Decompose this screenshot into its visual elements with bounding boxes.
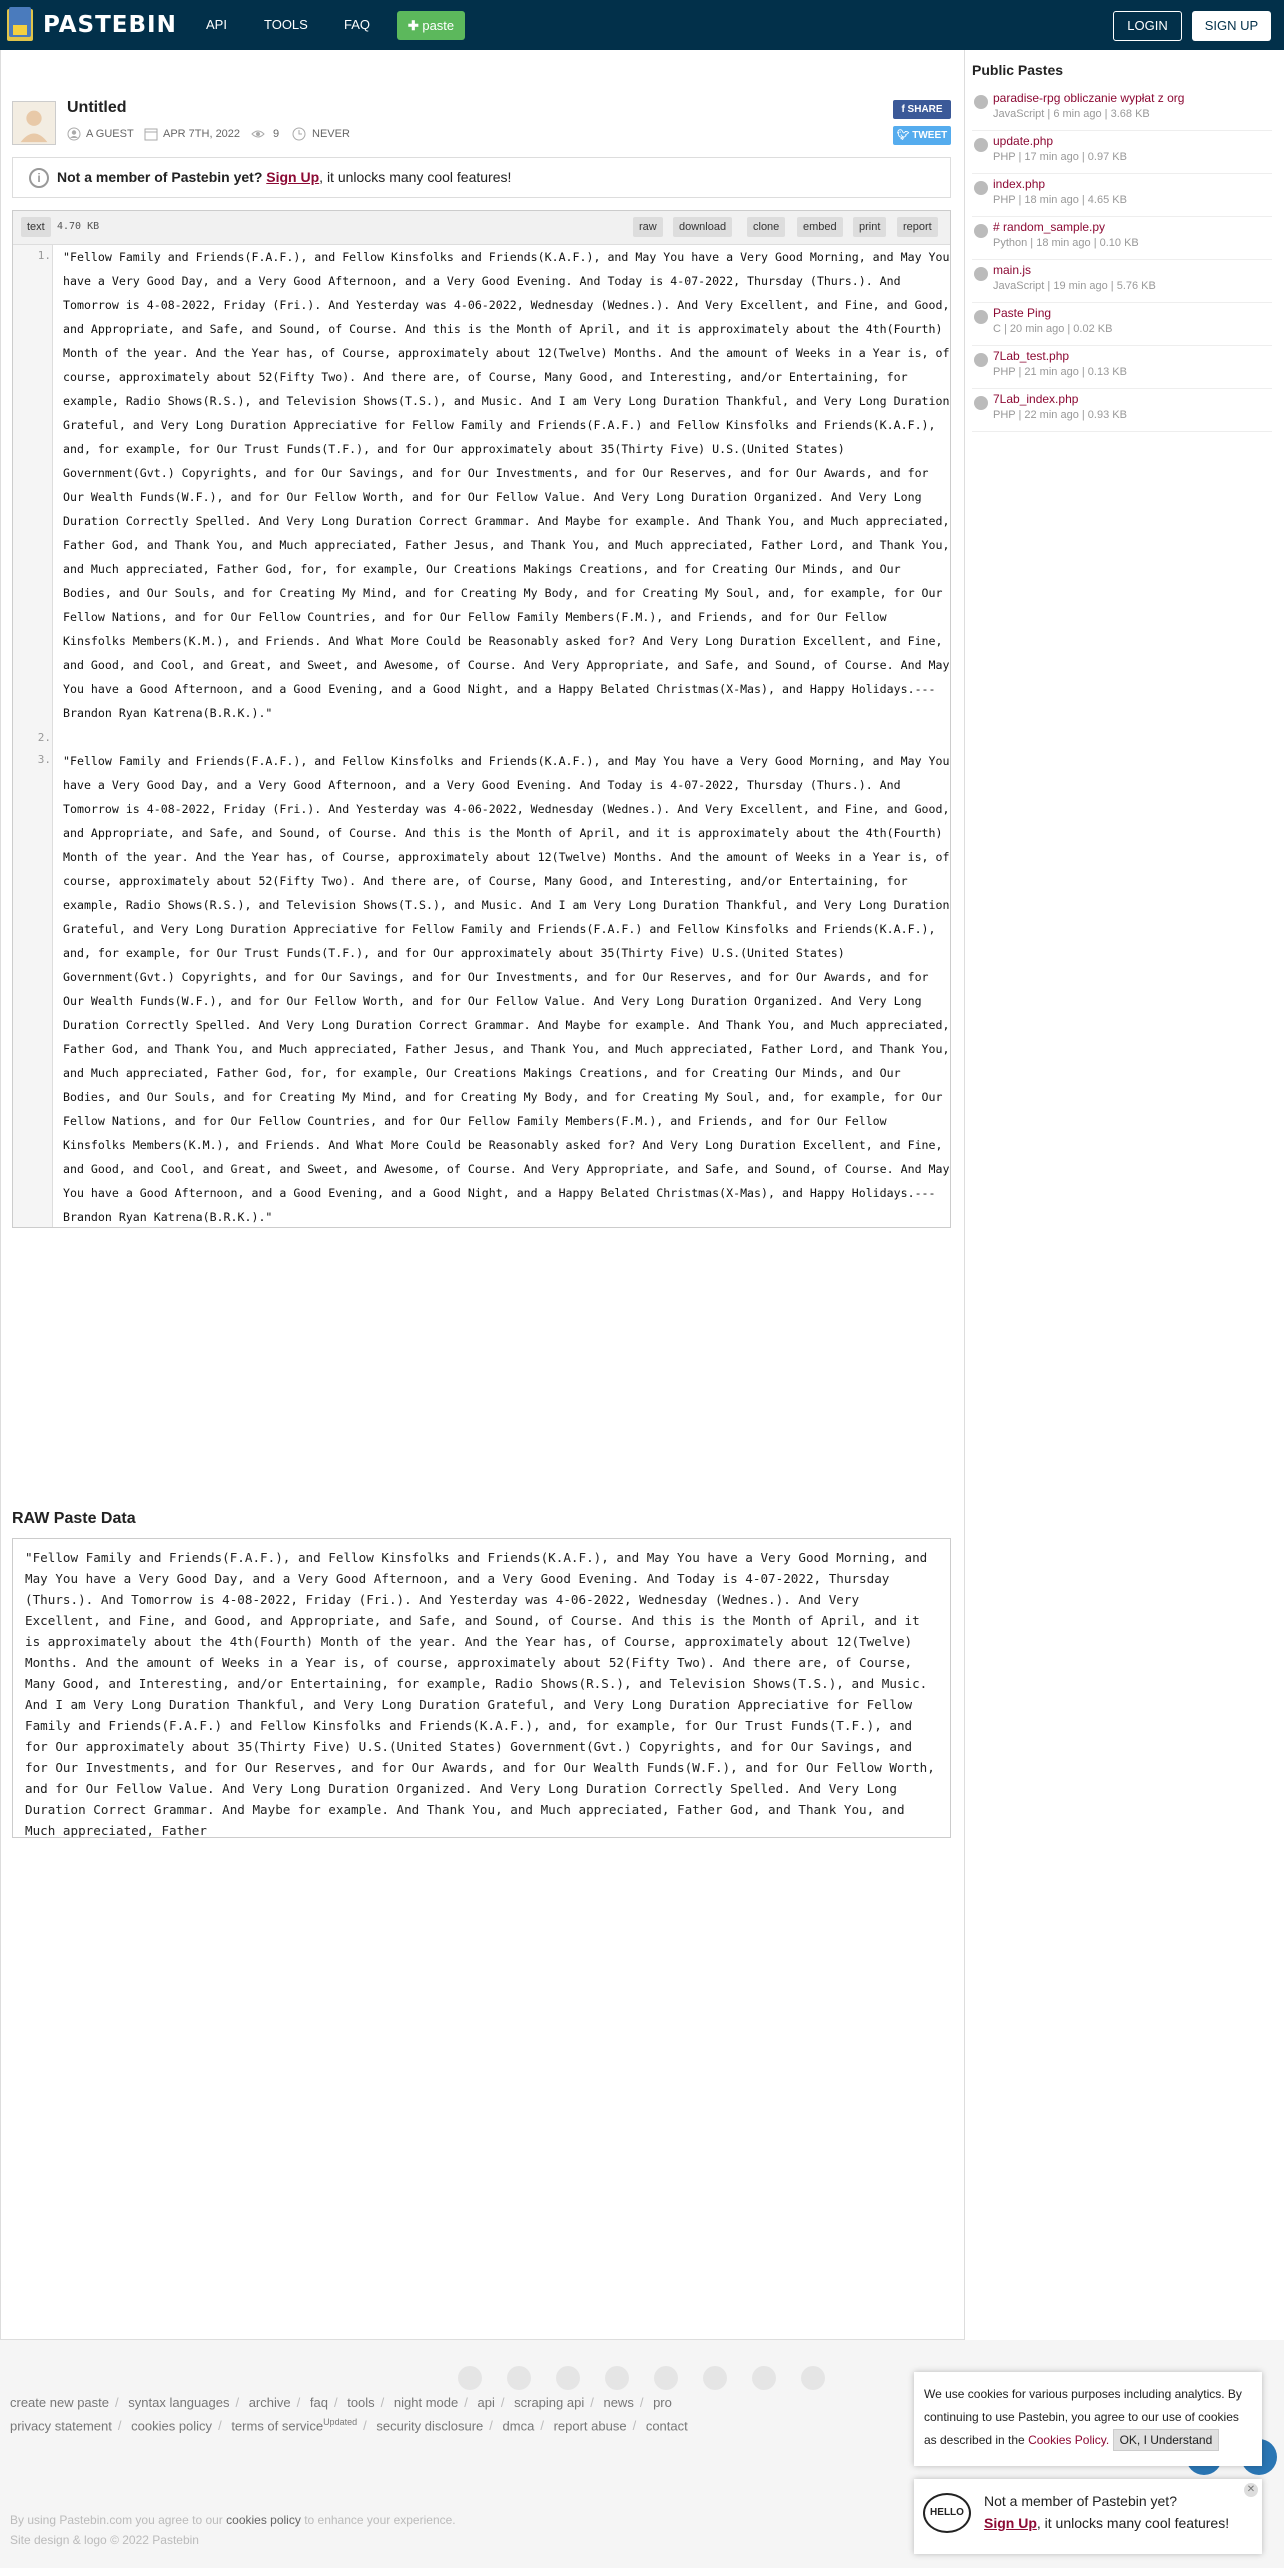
calendar-icon [144, 127, 158, 141]
signup-popup [914, 2479, 1262, 2554]
public-paste-item[interactable] [972, 91, 1272, 131]
public-paste-meta: JavaScript | 19 min ago | 5.76 KB [993, 280, 1156, 292]
public-paste-item[interactable] [972, 177, 1272, 217]
public-paste-meta: PHP | 22 min ago | 0.93 KB [993, 409, 1127, 421]
hello-rest: , it unlocks many cool features! [1036, 2515, 1230, 2531]
clock-icon [292, 127, 306, 141]
agree-pre: By using Pastebin.com you agree to our [10, 2513, 223, 2527]
login-button[interactable]: LOGIN [1113, 11, 1182, 41]
android-icon[interactable] [654, 2366, 678, 2390]
paste-date: APR 7TH, 2022 [163, 128, 241, 140]
chrome-icon[interactable] [458, 2366, 482, 2390]
line-number: 2. [37, 731, 51, 744]
public-paste-name[interactable]: main.js [993, 263, 1032, 277]
footer-link[interactable]: archive [248, 2395, 291, 2410]
globe-icon [974, 396, 988, 410]
hello-line1: Not a member of Pastebin yet? [984, 2493, 1177, 2509]
hello-line2 [984, 2515, 1229, 2531]
public-paste-name[interactable]: 7Lab_test.php [993, 349, 1070, 363]
signup-button[interactable]: SIGN UP [1192, 11, 1271, 41]
footer-link[interactable]: pro [653, 2395, 672, 2410]
updated-badge: Updated [323, 2417, 358, 2427]
public-paste-meta: PHP | 21 min ago | 0.13 KB [993, 366, 1127, 378]
footer-link[interactable]: contact [645, 2418, 688, 2434]
code-box [12, 210, 951, 1228]
syntax-tag[interactable]: text [21, 217, 51, 237]
share-label: SHARE [907, 104, 943, 115]
public-paste-name[interactable]: # random_sample.py [993, 220, 1106, 234]
paste-views: 9 [273, 128, 280, 140]
cookie-policy-link[interactable]: Cookies Policy. [1028, 2433, 1110, 2447]
windows-icon[interactable] [605, 2366, 629, 2390]
footer-link[interactable]: report abuse [553, 2418, 627, 2434]
user-icon [67, 127, 81, 141]
code-header [13, 211, 950, 245]
paste-label: paste [422, 18, 455, 33]
eye-icon [251, 127, 265, 141]
footer-link[interactable]: privacy statement [10, 2418, 112, 2434]
footer-link[interactable]: tools [347, 2395, 375, 2410]
paste-size: 4.70 KB [57, 221, 100, 232]
opera-icon[interactable] [752, 2366, 776, 2390]
footer-agree-text [10, 2513, 456, 2527]
public-paste-item[interactable] [972, 392, 1272, 432]
linux-icon[interactable] [801, 2366, 825, 2390]
tweet-button[interactable] [893, 126, 951, 145]
footer-link[interactable]: faq [309, 2395, 328, 2410]
public-paste-name[interactable]: 7Lab_index.php [993, 392, 1079, 406]
close-icon[interactable]: ✕ [1244, 2483, 1258, 2497]
twitter-icon: 🐦︎ [896, 130, 913, 141]
raw-paste-textarea[interactable]: "Fellow Family and Friends(F.A.F.), and Fellow Kinsfolks and Friends(K.A.F.), and May You have a Very Good Morning, and May You have a Very Good Day, and a Very Good Afternoon, and a Very Good Evening. And Today is 4-07-2022, Thursday (Thurs.). And Tomorrow is 4-08-2022, Friday (Fri.). And Yesterday was 4-06-2022, Wednesday (Wednes.). And Very Excellent, and Fine, and Good, and Appropriate, and Safe, and Sound, of Course. And this is the Month of April, and it is approximately about the 4th(Fourth) Month of the year. And the Year has, of Course, approximately about 12(Twelve) Months. And the amount of Weeks in a Year is, of course, approximately about 52(Fifty Two). And there are, of Course, Many Good, and Interesting, and/or Entertaining, for example, Radio Shows(R.S.), and Television Shows(T.S.), and Music. And I am Very Long Duration Thankful, and Very Long Duration Grateful, and Very Long Duration Appreciative for Fellow Family and Friends(F.A.F.) and Fellow Kinsfolks and Friends(K.A.F.), and, for example, for Our Trust Funds(T.F.), and for Our approximately about 35(Thirty Five) U.S.(United States) Government(Gvt.) Copyrights, and for Our Savings, and for Our Investments, and for Our Reserves, and for Our Awards, and for Our Wealth Funds(W.F.), and for Our Fellow Worth, and for Our Fellow Value. And Very Long Duration Organized. And Very Long Duration Correctly Spelled. And Very Long Duration Correct Grammar. And Maybe for example. And Thank You, and Much appreciated, Father God, and Thank You, and Much appreciated, Father [12, 1538, 951, 1838]
globe-icon [974, 181, 988, 195]
hello-signup-link[interactable]: Sign Up [984, 2515, 1037, 2531]
signup-notice [12, 157, 951, 198]
globe-icon [974, 224, 988, 238]
footer-link[interactable]: security disclosure [376, 2418, 484, 2434]
public-paste-item[interactable] [972, 349, 1272, 389]
public-paste-name[interactable]: update.php [993, 134, 1054, 148]
paste-expires: NEVER [312, 128, 350, 140]
public-paste-name[interactable]: Paste Ping [993, 306, 1052, 320]
footer-link[interactable]: syntax languages [128, 2395, 230, 2410]
notice-rest: , it unlocks many cool features! [319, 169, 512, 185]
macos-icon[interactable] [703, 2366, 727, 2390]
footer-link[interactable]: create new paste [10, 2395, 110, 2410]
footer-link[interactable]: cookies policy [131, 2418, 213, 2434]
line-number: 1. [37, 249, 51, 262]
hello-bubble-icon: HELLO [923, 2493, 971, 2533]
globe-icon [974, 353, 988, 367]
cookie-consent-popup [914, 2372, 1262, 2466]
globe-icon [974, 310, 988, 324]
ios-icon[interactable] [556, 2366, 580, 2390]
footer-link[interactable]: night mode [393, 2395, 459, 2410]
footer-link[interactable]: news [603, 2395, 634, 2410]
nav-tools[interactable]: TOOLS [264, 17, 308, 32]
footer-copyright: Site design & logo © 2022 Pastebin [10, 2533, 199, 2547]
public-paste-meta: PHP | 17 min ago | 0.97 KB [993, 151, 1127, 163]
cookie-text: We use cookies for various purposes including analytics. By continuing to use Pastebin, you agree to our use of cookies as described in the [924, 2387, 1242, 2447]
plus-icon: ✚ [407, 18, 423, 33]
public-pastes-title: Public Pastes [972, 62, 1064, 78]
notice-bold: Not a member of Pastebin yet? [57, 169, 263, 185]
public-paste-meta: C | 20 min ago | 0.02 KB [993, 323, 1113, 335]
paste-title: Untitled [67, 99, 127, 116]
globe-icon [974, 138, 988, 152]
print-button[interactable]: print [853, 217, 886, 237]
nav-api[interactable]: API [206, 17, 227, 32]
facebook-icon: f [901, 104, 908, 115]
nav-faq[interactable]: FAQ [344, 17, 371, 32]
clone-button[interactable]: clone [747, 217, 785, 237]
notice-signup-link[interactable]: Sign Up [266, 169, 320, 185]
globe-icon [974, 267, 988, 281]
facebook-share-button[interactable] [893, 100, 951, 119]
public-paste-item[interactable] [972, 306, 1272, 346]
footer-link[interactable]: api [477, 2395, 495, 2410]
guest-avatar [12, 101, 56, 145]
cookie-ok-button[interactable]: OK, I Understand [1113, 2429, 1220, 2451]
agree-post: to enhance your experience. [304, 2513, 456, 2527]
public-paste-item[interactable] [972, 220, 1272, 260]
raw-button[interactable]: raw [633, 217, 663, 237]
logo-text[interactable]: PASTEBIN [43, 12, 177, 38]
public-paste-item[interactable] [972, 134, 1272, 174]
public-paste-meta: PHP | 18 min ago | 4.65 KB [993, 194, 1127, 206]
embed-button[interactable]: embed [797, 217, 843, 237]
public-paste-meta: Python | 18 min ago | 0.10 KB [993, 237, 1139, 249]
info-icon: i [29, 168, 49, 188]
public-paste-name[interactable]: paradise-rpg obliczanie wypłat z org [993, 91, 1185, 105]
code-line-1: "Fellow Family and Friends(F.A.F.), and Fellow Kinsfolks and Friends(K.A.F.), and May You have a Very Good Morning, and May You have a Very Good Day, and a Very Good Afternoon, and a Very Good Evening. And Today is 4-07-2022, Thursday (Thurs.). And Tomorrow is 4-08-2022, Friday (Fri.). And Yesterday was 4-06-2022, Wednesday (Wednes.). And Very Excellent, and Fine, and Good, and Appropriate, and Safe, and Sound, of Course. And this is the Month of April, and it is approximately about the 4th(Fourth) Month of the year. And the Year has, of Course, approximately about 12(Twelve) Months. And the amount of Weeks in a Year is, of course, approximately about 52(Fifty Two). And there are, of Course, Many Good, and Interesting, and/or Entertaining, for example, Radio Shows(R.S.), and Television Shows(T.S.), and Music. And I am Very Long Duration Thankful, and Very Long Duration Grateful, and Very Long Duration Appreciative for Fellow Family and Friends(F.A.F.) and Fellow Kinsfolks and Friends(K.A.F.), and, for example, for Our Trust Funds(T.F.), and for Our approximately about 35(Thirty Five) U.S.(United States) Government(Gvt.) Copyrights, and for Our Savings, and for Our Investments, and for Our Reserves, and for Our Awards, and for Our Wealth Funds(W.F.), and for Our Fellow Worth, and for Our Fellow Value. And Very Long Duration Organized. And Very Long Duration Correctly Spelled. And Very Long Duration Correct Grammar. And Maybe for example. And Thank You, and Much appreciated, Father God, and Thank You, and Much appreciated, Father Jesus, and Thank You, and Much appreciated, Father Lord, and Thank You, and Much appreciated, Father God, for, for example, Our Creations Makings Creations, and for Creating Our Minds, and Our Bodies, and Our Souls, and for Creating My Mind, and for Creating My Body, and for Creating My Soul, and, for example, for Our Fellow Nations, and for Our Fellow Countries, and for Our Fellow Family Members(F.M.), and Friends, and for Our Fellow Kinsfolks Members(K.M.), and Friends. And What More Could be Reasonably asked for? And Very Long Duration Excellent, and Fine, and Good, and Cool, and Great, and Sweet, and Awesome, of Course. And Very Appropriate, and Safe, and Sound, of Course. And May You have a Good Afternoon, and a Good Evening, and a Good Night, and a Happy Belated Christmas(X-Mas), and Happy Holidays.---Brandon Ryan Katrena(B.R.K.)." [63, 250, 950, 720]
footer-links-row2: privacy statement / cookies policy / terms of service$^{Updated}$ / security disclosure / dmca / report abuse / contact [10, 2417, 688, 2434]
code-line-3: "Fellow Family and Friends(F.A.F.), and Fellow Kinsfolks and Friends(K.A.F.), and May You have a Very Good Morning, and May You have a Very Good Day, and a Very Good Afternoon, and a Very Good Evening. And Today is 4-07-2022, Thursday (Thurs.). And Tomorrow is 4-08-2022, Friday (Fri.). And Yesterday was 4-06-2022, Wednesday (Wednes.). And Very Excellent, and Fine, and Good, and Appropriate, and Safe, and Sound, of Course. And this is the Month of April, and it is approximately about the 4th(Fourth) Month of the year. And the Year has, of Course, approximately about 12(Twelve) Months. And the amount of Weeks in a Year is, of course, approximately about 52(Fifty Two). And there are, of Course, Many Good, and Interesting, and/or Entertaining, for example, Radio Shows(R.S.), and Television Shows(T.S.), and Music. And I am Very Long Duration Thankful, and Very Long Duration Grateful, and Very Long Duration Appreciative for Fellow Family and Friends(F.A.F.) and Fellow Kinsfolks and Friends(K.A.F.), and, for example, for Our Trust Funds(T.F.), and for Our approximately about 35(Thirty Five) U.S.(United States) Government(Gvt.) Copyrights, and for Our Savings, and for Our Investments, and for Our Reserves, and for Our Awards, and for Our Wealth Funds(W.F.), and for Our Fellow Worth, and for Our Fellow Value. And Very Long Duration Organized. And Very Long Duration Correctly Spelled. And Very Long Duration Correct Grammar. And Maybe for example. And Thank You, and Much appreciated, Father God, and Thank You, and Much appreciated, Father Jesus, and Thank You, and Much appreciated, Father Lord, and Thank You, and Much appreciated, Father God, for, for example, Our Creations Makings Creations, and for Creating Our Minds, and Our Bodies, and Our Souls, and for Creating My Mind, and for Creating My Body, and for Creating My Soul, and, for example, for Our Fellow Nations, and for Our Fellow Countries, and for Our Fellow Family Members(F.M.), and Friends, and for Our Fellow Kinsfolks Members(K.M.), and Friends. And What More Could be Reasonably asked for? And Very Long Duration Excellent, and Fine, and Good, and Cool, and Great, and Sweet, and Awesome, of Course. And Very Appropriate, and Safe, and Sound, of Course. And May You have a Good Afternoon, and a Good Evening, and a Good Night, and a Happy Belated Christmas(X-Mas), and Happy Holidays.---Brandon Ryan Katrena(B.R.K.)." [63, 754, 950, 1224]
footer-link[interactable]: terms of service [231, 2418, 324, 2434]
raw-paste-title: RAW Paste Data [12, 1510, 136, 1527]
footer-links-row1: create new paste / syntax languages / archive / faq / tools / night mode / api / scraping api / news / pro [10, 2395, 672, 2410]
paste-author[interactable]: A GUEST [86, 128, 134, 140]
globe-icon [974, 95, 988, 109]
cookies-policy-link[interactable]: cookies policy [226, 2513, 301, 2527]
footer-link[interactable]: dmca [502, 2418, 535, 2434]
report-button[interactable]: report [897, 217, 938, 237]
download-button[interactable]: download [673, 217, 732, 237]
firefox-icon[interactable] [507, 2366, 531, 2390]
new-paste-button[interactable] [397, 11, 465, 40]
tweet-label: TWEET [912, 130, 948, 141]
public-paste-item[interactable] [972, 263, 1272, 303]
top-navbar [0, 0, 1284, 50]
line-number: 3. [37, 753, 51, 766]
public-paste-meta: JavaScript | 6 min ago | 3.68 KB [993, 108, 1150, 120]
pastebin-logo-icon[interactable] [5, 5, 37, 45]
footer-link[interactable]: scraping api [514, 2395, 585, 2410]
public-paste-name[interactable]: index.php [993, 177, 1046, 191]
